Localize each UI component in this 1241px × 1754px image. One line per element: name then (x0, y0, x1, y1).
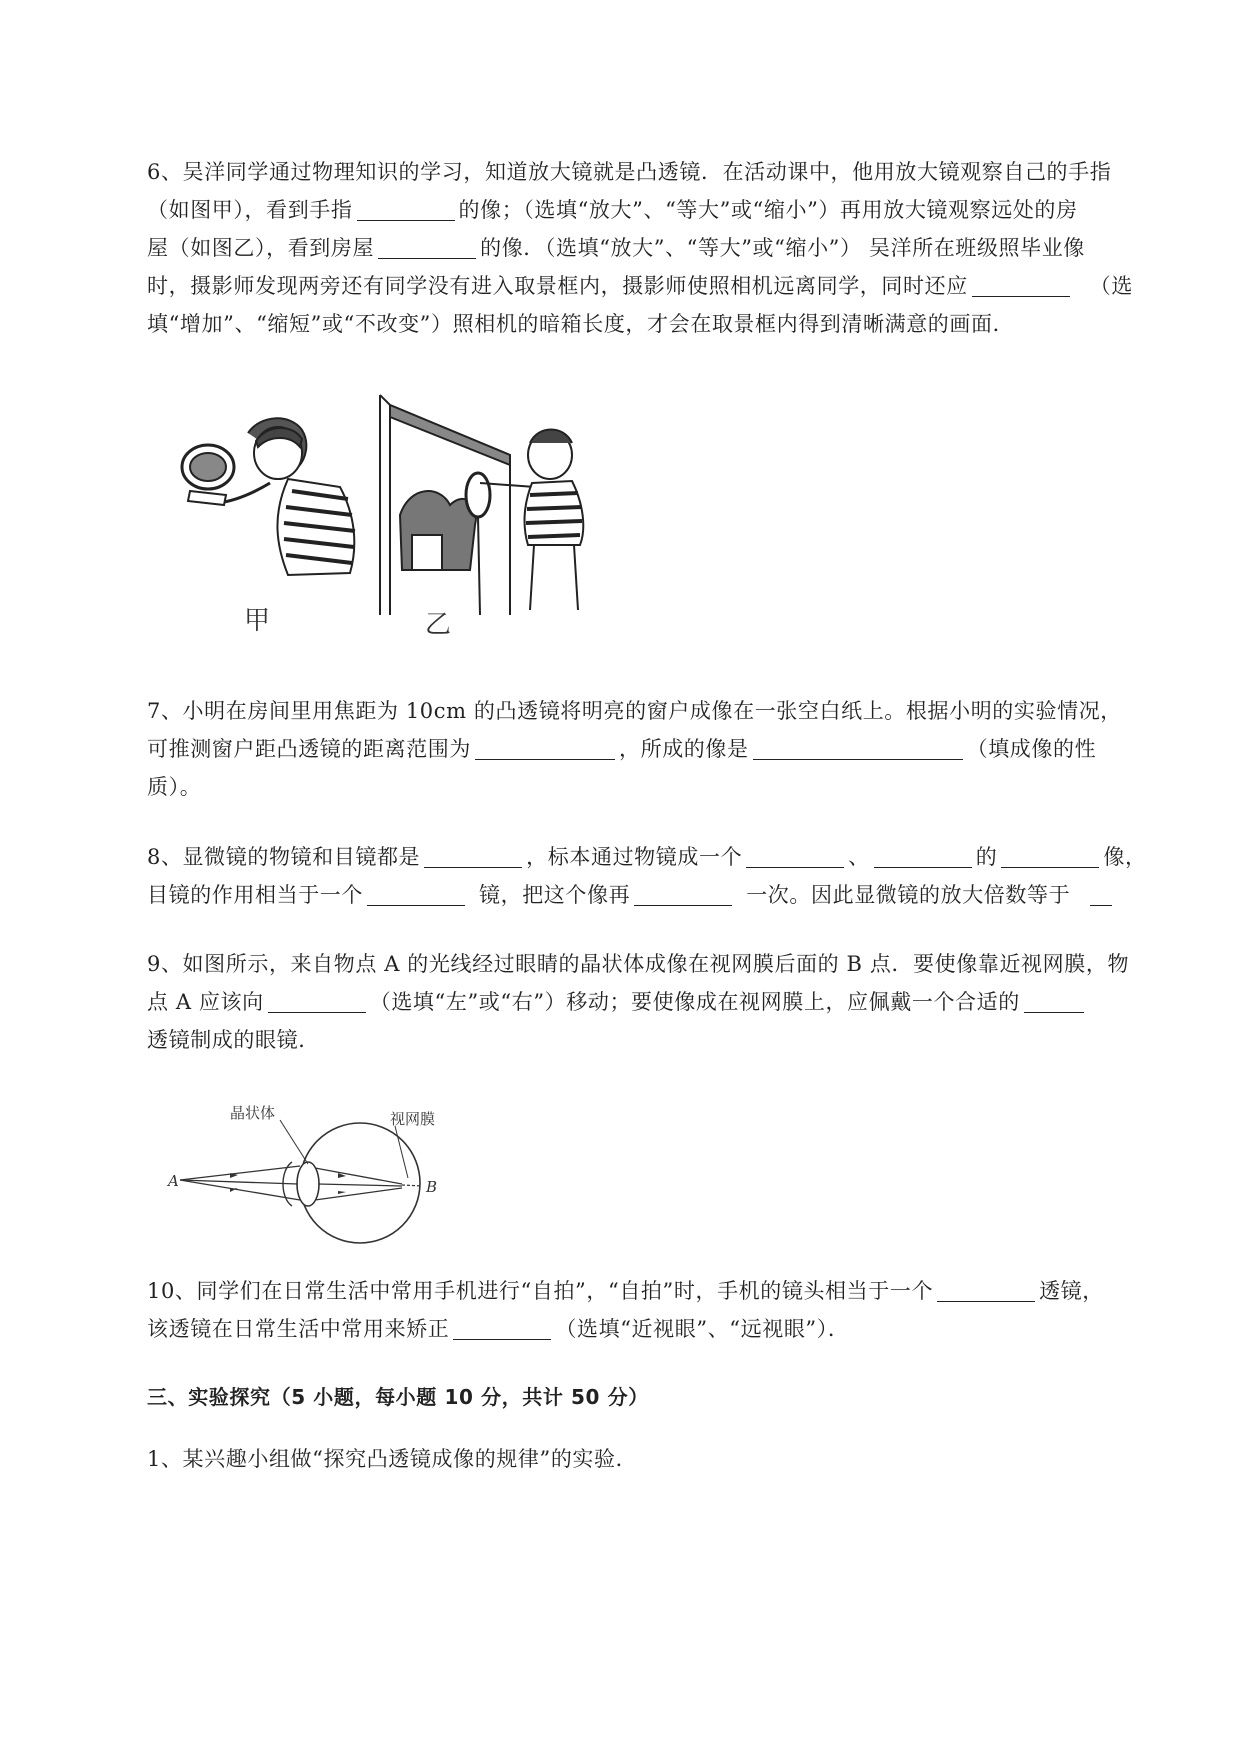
q9-text: （选填“左”或“右”）移动；要使像成在视网膜上，应佩戴一个合适的 (369, 990, 1020, 1014)
answer-blank[interactable] (634, 881, 732, 906)
q6-text: 的像．（选填“放大”、“等大”或“缩小”） 吴洋所在班级照毕业像 (480, 236, 1085, 260)
magnifier-illustration (180, 395, 660, 625)
q6-line-4 (147, 267, 1149, 305)
q9-line-3: 透镜制成的眼镜． (147, 1028, 320, 1052)
answer-blank[interactable] (424, 843, 522, 868)
label-point-b: B (426, 1178, 438, 1196)
q6-line-3 (147, 229, 1149, 267)
q8-text: 目镜的作用相当于一个 (147, 883, 363, 907)
answer-blank[interactable] (268, 988, 366, 1013)
experiment-1 (147, 1440, 1149, 1478)
q8-text: 像， (1103, 845, 1147, 869)
q10-line-2 (147, 1310, 1149, 1348)
q8-text: ，标本通过物镜成一个 (526, 845, 743, 869)
answer-blank[interactable] (378, 234, 476, 259)
q8-text: 的 (975, 845, 998, 869)
label-point-a: A (168, 1172, 179, 1190)
answer-blank[interactable] (475, 735, 615, 760)
q10-text: 10、同学们在日常生活中常用手机进行“自拍”，“自拍”时，手机的镜头相当于一个 (147, 1279, 934, 1303)
question-6 (147, 153, 1149, 343)
section-3-title: 三、实验探究（5 小题，每小题 10 分，共计 50 分） (147, 1385, 649, 1409)
q6-text: （选 (1089, 274, 1133, 298)
q7-text: 可推测窗户距凸透镜的距离范围为 (147, 737, 471, 761)
q9-line-1: 9、如图所示，来自物点 A 的光线经过眼睛的晶状体成像在视网膜后面的 B 点．要使像靠近视网膜，物 (147, 952, 1130, 976)
q9-line-2 (147, 983, 1149, 1021)
q6-text: （如图甲），看到手指 (147, 198, 353, 222)
figure-label-yi: 乙 (425, 610, 452, 640)
answer-blank[interactable] (1090, 881, 1112, 906)
q7-line-2 (147, 730, 1149, 768)
answer-blank[interactable] (453, 1315, 551, 1340)
q6-text: 时，摄影师发现两旁还有同学没有进入取景框内，摄影师使照相机远离同学，同时还应 (147, 274, 968, 298)
q7-text: （填成像的性 (966, 737, 1097, 761)
label-retina: 视网膜 (390, 1110, 436, 1128)
q10-text: 该透镜在日常生活中常用来矫正 (147, 1317, 450, 1341)
answer-blank[interactable] (357, 196, 455, 221)
answer-blank[interactable] (753, 735, 963, 760)
figure-jia-boy (182, 418, 355, 575)
figure-yi-window (380, 395, 583, 615)
question-10 (147, 1272, 1149, 1348)
q8-line-2 (147, 876, 1149, 914)
q7-line-3: 质）。 (147, 775, 202, 799)
q6-text: 屋（如图乙），看到房屋 (147, 236, 375, 260)
answer-blank[interactable] (746, 843, 844, 868)
q7-line-1: 7、小明在房间里用焦距为 10cm 的凸透镜将明亮的窗户成像在一张空白纸上。根据小明的实验情况， (147, 699, 1122, 723)
label-crystalline-lens: 晶状体 (230, 1104, 276, 1122)
answer-blank[interactable] (1024, 988, 1084, 1013)
figure-label-jia: 甲 (244, 606, 271, 636)
q9-text: 点 A 应该向 (147, 990, 264, 1014)
question-7 (147, 692, 1149, 806)
exp1-line-1: 1、某兴趣小组做“探究凸透镜成像的规律”的实验． (147, 1447, 638, 1471)
q10-text: 透镜， (1039, 1279, 1104, 1303)
q8-text: 镜，把这个像再 (479, 883, 631, 907)
q6-line-1: 6、吴洋同学通过物理知识的学习，知道放大镜就是凸透镜．在活动课中，他用放大镜观察自己的手指 (147, 160, 1112, 184)
q6-line-5: 填“增加”、“缩短”或“不改变”）照相机的暗箱长度，才会在取景框内得到清晰满意的画面． (147, 312, 1015, 336)
section-3-heading (147, 1378, 1149, 1416)
answer-blank[interactable] (937, 1277, 1035, 1302)
q8-line-1 (147, 838, 1149, 876)
q10-text: （选填“近视眼”、“远视眼”）． (555, 1317, 850, 1341)
question-8 (147, 838, 1149, 914)
q8-text: 8、显微镜的物镜和目镜都是 (147, 845, 421, 869)
answer-blank[interactable] (874, 843, 972, 868)
q10-line-1 (147, 1272, 1149, 1310)
answer-blank[interactable] (972, 272, 1070, 297)
answer-blank[interactable] (367, 881, 465, 906)
answer-blank[interactable] (1001, 843, 1099, 868)
q6-text: 的像；（选填“放大”、“等大”或“缩小”）再用放大镜观察远处的房 (458, 198, 1078, 222)
eye-diagram (170, 1100, 470, 1250)
q8-text: 一次。因此显微镜的放大倍数等于 (746, 883, 1071, 907)
q7-text: ，所成的像是 (619, 737, 749, 761)
question-9 (147, 945, 1149, 1059)
q6-line-2 (147, 191, 1149, 229)
q8-text: 、 (848, 845, 870, 869)
